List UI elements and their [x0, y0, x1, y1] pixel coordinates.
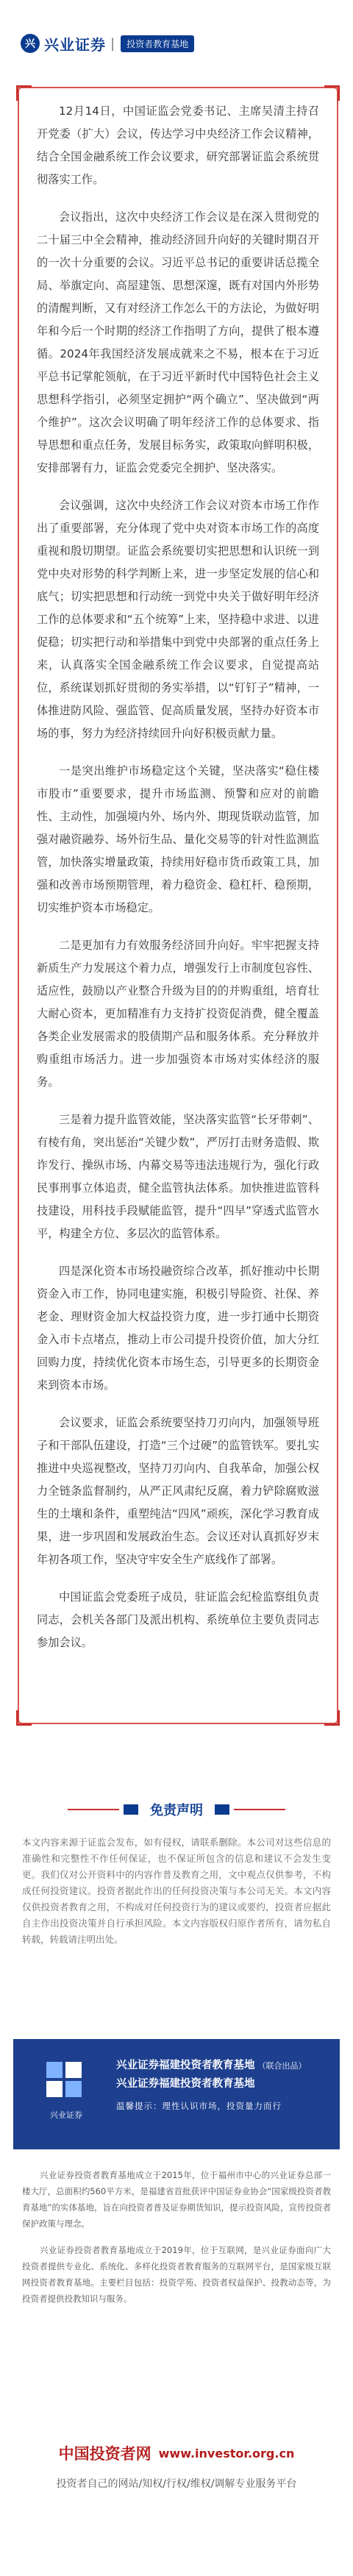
brand-logo: 兴	[21, 34, 40, 53]
disclaimer-title: 免责声明	[150, 1803, 203, 1818]
frame-corner	[324, 1710, 340, 1726]
article-paragraph: 二是更加有力有效服务经济回升向好。牢牢把握支持新质生产力发展这个着力点，增强发行上市制度包容性、适应性，鼓励以产业整合升级为目的的并购重组，培育壮大耐心资本，更加精准有力支持扩投资促消费，健全覆盖各类企业发展需求的股债期产品和服务体系。充分释放并购重组市场活力。进一步加强资本市场对实体经济的服务。	[37, 939, 319, 1089]
frame-corner	[16, 1710, 32, 1726]
footer-url-link[interactable]: www.investor.org.cn	[158, 2446, 295, 2461]
frame-corner	[324, 85, 340, 101]
article-paragraph: 三是着力提升监管效能，坚决落实监管“长牙带刺”、有棱有角，突出惩治“关键少数”，严厉打击财务造假、欺诈发行、操纵市场、内幕交易等违法违规行为，强化行政民事刑事立体追责，健全监管执法体系。加快推进监管科技建设，用科技手段赋能监管，提升“四早”穿透式监管水平，构建全方位、多层次的监管体系。	[37, 1113, 319, 1240]
intro-paragraph: 兴业证券投资者教育基地成立于2015年，位于福州市中心的兴业证券总部一楼大厅，总面积约560平方米，是福建省首批获评中国证券业协会“国家级投资者教育基地”的实体基地，旨在向投资者普及证券期货知识，提示投资风险，宣传投资者保护政策与理念。	[22, 2170, 331, 2229]
article-body	[37, 100, 319, 1669]
article-paragraph: 会议强调，这次中央经济工作会议对资本市场工作作出了重要部署，充分体现了党中央对资本市场工作的高度重视和殷切期望。证监会系统要切实把思想和认识统一到党中央对形势的科学判断上来，进一步坚定发展的信心和底气；切实把思想和行动统一到党中央关于做好明年经济工作的总体要求和“五个统筹”上来，坚持稳中求进、以进促稳；切实把行动和举措集中到党中央部署的重点任务上来，认真落实全国金融系统工作会议要求，自觉提高站位，系统谋划抓好贯彻的务实举措，以“钉钉子”精神，一体推进防风险、强监管、促高质量发展，坚持办好资本市场的事，努力为经济持续回升向好积极贡献力量。	[37, 499, 319, 740]
intro-paragraph: 兴业证券投资者教育基地成立于2019年，位于互联网，是兴业证券面向广大投资者提供专业化、系统化、多样化投资者教育服务的互联网平台，是国家级互联网投资者教育基地。主要栏目包括：投资学苑、投资者权益保护、投教动态等，为投资者提供投教知识与服务。	[22, 2245, 331, 2304]
banner-line-1-sub: （联合出品）	[257, 2061, 307, 2071]
disclaimer-heading	[0, 1795, 353, 1824]
heading-marker-icon	[215, 1804, 229, 1815]
brand-name: 兴业证券	[44, 35, 106, 54]
brand-tag: 投资者教育基地	[121, 35, 194, 52]
frame-corner	[16, 85, 32, 101]
footer	[0, 2435, 353, 2545]
banner-emblem-icon	[43, 2059, 89, 2104]
education-base-banner	[13, 2039, 340, 2149]
disclaimer-text: 本文内容来源于证监会发布，如有侵权，请联系删除。本公司对这些信息的准确性和完整性不作任何保证，也不保证所包含的信息和建议不会发生变更。我们仅对公开资料中的内容作普及教育之用，文中观点仅供参考，不构成任何投资建议。投资者据此作出的任何投资决策与本公司无关。本文内容仅供投资者教育之用，不构成对任何投资行为的建议或要约，投资者应据此自主作出投资决策并自行承担风险。本文内容版权归原作者所有，请勿私自转载，转载请注明出处。	[22, 1837, 331, 1945]
article-frame	[18, 87, 338, 1724]
divider	[234, 1809, 285, 1810]
divider	[68, 1809, 119, 1810]
header	[0, 0, 353, 60]
footer-title: 中国投资者网	[58, 2444, 151, 2463]
footer-slogan: 投资者自己的网站/知权/行权/维权/调解专业服务平台	[56, 2478, 297, 2490]
article-paragraph: 四是深化资本市场投融资综合改革，抓好推动中长期资金入市工作，协同电建实施，积极引导险资、社保、养老金、理财资金加大权益投资力度，进一步打通中长期资金入市卡点堵点，推动上市公司提升投资价值，加大分红回购力度，持续优化资本市场生态，引导更多的长期资金来到资本市场。	[37, 1264, 319, 1392]
article-paragraph: 一是突出维护市场稳定这个关键，坚决落实“稳住楼市股市”重要要求，提升市场监测、预警和应对的前瞻性、主动性，加强境内外、场内外、期现货联动监管，加强对融资融券、场外衍生品、量化交易等的针对性监测监管，加快落实增量政策，持续用好稳市货币政策工具，加强和改善市场预期管理，着力稳资金、稳杠杆、稳预期，切实维护资本市场稳定。	[37, 764, 319, 914]
article-paragraph: 会议指出，这次中央经济工作会议是在深入贯彻党的二十届三中全会精神，推动经济回升向好的关键时期召开的一次十分重要的会议。习近平总书记的重要讲话总揽全局、举旗定向、高屋建瓴、思想深邃，既有对国内外形势的清醒判断，又有对经济工作怎么干的方法论，为做好明年和今后一个时期的经济工作指明了方向，提供了根本遵循。2024年我国经济发展成就来之不易，根本在于习近平总书记掌舵领航，在于习近平新时代中国特色社会主义思想科学指引，必须坚定拥护“两个确立”、坚决做到“两个维护”。这次会议明确了明年经济工作的总体要求、指导思想和重点任务，发展目标务实，政策取向鲜明积极，安排部署有力，证监会党委完全拥护、坚决落实。	[37, 210, 319, 474]
banner-logo	[22, 2049, 110, 2130]
heading-marker-icon	[124, 1804, 138, 1815]
brand-separator: |	[110, 35, 115, 51]
banner-line-1	[116, 2057, 334, 2075]
banner-line-2: 兴业证券福建投资者教育基地	[116, 2078, 255, 2090]
article-paragraph: 12月14日，中国证监会党委书记、主席吴清主持召开党委（扩大）会议，传达学习中央经济工作会议精神，结合全国金融系统工作会议要求，研究部署证监会系统贯彻落实工作。	[37, 104, 319, 186]
banner-line-1-text: 兴业证券福建投资者教育基地	[116, 2060, 255, 2071]
banner-text	[116, 2057, 334, 2113]
banner-slogan: 温馨提示：理性认识市场，投资量力而行	[116, 2101, 282, 2111]
article-paragraph: 会议要求，证监会系统要坚持刀刃向内，加强领导班子和干部队伍建设，打造“三个过硬”的监管铁军。要扎实推进中央巡视整改，坚持刀刃向内、自我革命，加强公权力全链条监督制约，从严正风肃纪反腐，着力铲除腐败滋生的土壤和条件，重塑纯洁“四风”顽疾，深化学习教育成果，进一步巩固和发展政治生态。会议还对认真抓好岁末年初各项工作，坚决守牢安全生产底线作了部署。	[37, 1416, 319, 1566]
footer-brand[interactable]	[59, 2442, 295, 2464]
base-introduction	[22, 2167, 331, 2317]
article-paragraph: 中国证监会党委班子成员，驻证监会纪检监察组负责同志，会机关各部门及派出机构、系统单位主要负责同志参加会议。	[37, 1590, 319, 1649]
banner-org-name: 兴业证券	[50, 2110, 82, 2120]
brand[interactable]	[21, 32, 194, 54]
